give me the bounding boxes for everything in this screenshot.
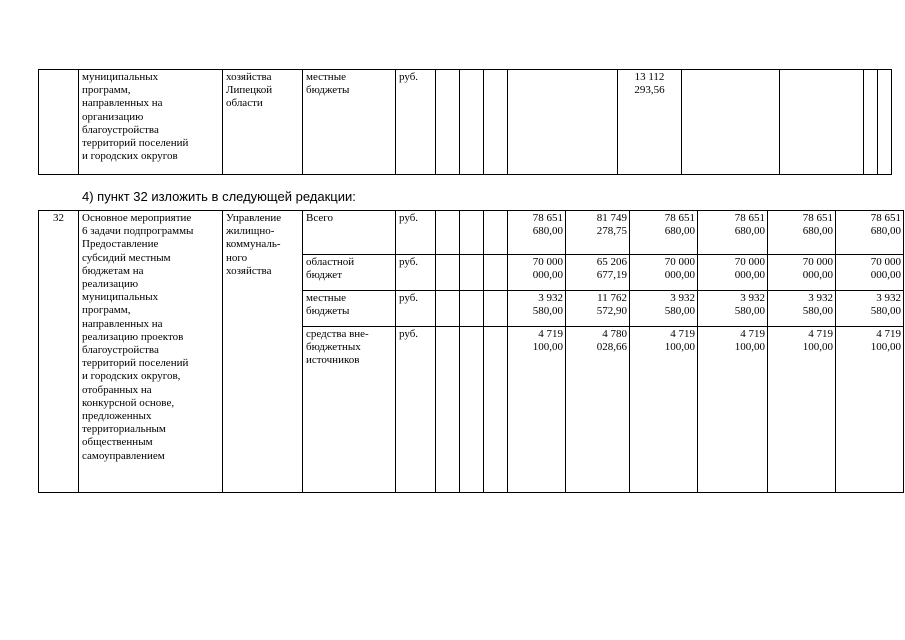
item-32-table <box>38 210 904 493</box>
empty-cell <box>460 327 484 493</box>
funding-source-cell: Всего <box>303 211 396 255</box>
value-cell: 78 651 680,00 <box>508 211 566 255</box>
empty-cell <box>878 70 892 175</box>
value-cell: 4 719 100,00 <box>768 327 836 493</box>
empty-cell <box>484 291 508 327</box>
value-cell: 3 932 580,00 <box>836 291 904 327</box>
empty-cell <box>682 70 780 175</box>
value-cell: 4 719 100,00 <box>836 327 904 493</box>
value-cell: 3 932 580,00 <box>768 291 836 327</box>
empty-cell <box>460 211 484 255</box>
empty-cell <box>864 70 878 175</box>
unit-cell: руб. <box>396 70 436 175</box>
value-cell: 70 000 000,00 <box>630 255 698 291</box>
value-cell: 11 762 572,90 <box>566 291 630 327</box>
unit-cell: руб. <box>396 211 436 255</box>
empty-cell <box>484 327 508 493</box>
empty-cell <box>508 70 618 175</box>
empty-cell <box>460 70 484 175</box>
value-cell: 3 932 580,00 <box>508 291 566 327</box>
value-cell: 70 000 000,00 <box>508 255 566 291</box>
empty-cell <box>484 211 508 255</box>
value-cell: 4 719 100,00 <box>698 327 768 493</box>
value-cell: 4 719 100,00 <box>630 327 698 493</box>
executor-cell: Управление жилищно- коммуналь- ного хозяйства <box>223 211 303 493</box>
funding-source-cell: областной бюджет <box>303 255 396 291</box>
value-cell: 70 000 000,00 <box>698 255 768 291</box>
unit-cell: руб. <box>396 291 436 327</box>
empty-cell <box>436 211 460 255</box>
table-row <box>39 70 892 175</box>
value-cell: 4 719 100,00 <box>508 327 566 493</box>
empty-cell <box>460 291 484 327</box>
item-number-cell: 32 <box>39 211 79 493</box>
continuation-table <box>38 69 892 175</box>
funding-source-cell: местные бюджеты <box>303 70 396 175</box>
value-cell: 78 651 680,00 <box>698 211 768 255</box>
empty-cell <box>436 327 460 493</box>
value-cell: 3 932 580,00 <box>630 291 698 327</box>
empty-cell <box>436 255 460 291</box>
empty-cell <box>484 255 508 291</box>
value-cell: 65 206 677,19 <box>566 255 630 291</box>
unit-cell: руб. <box>396 255 436 291</box>
activity-name-cell: муниципальных программ, направленных на организацию благоустройства территорий поселений и городских округов <box>79 70 223 175</box>
funding-source-cell: средства вне- бюджетных источников <box>303 327 396 493</box>
value-cell: 13 112 293,56 <box>618 70 682 175</box>
empty-cell <box>484 70 508 175</box>
empty-cell <box>436 70 460 175</box>
value-cell: 78 651 680,00 <box>630 211 698 255</box>
empty-cell <box>780 70 864 175</box>
activity-name-cell: Основное мероприятие 6 задачи подпрограммы Предоставление субсидий местным бюджетам на реализацию муниципальных программ, направленных на реализацию проектов благоустройства территорий поселений и городских округов, отобранных на конкурсной основе, предложенных территориальным общественным самоуправлением <box>79 211 223 493</box>
value-cell: 78 651 680,00 <box>836 211 904 255</box>
value-cell: 70 000 000,00 <box>768 255 836 291</box>
value-cell: 70 000 000,00 <box>836 255 904 291</box>
value-cell: 81 749 278,75 <box>566 211 630 255</box>
amendment-instruction: 4) пункт 32 изложить в следующей редакции: <box>82 189 356 204</box>
value-cell: 4 780 028,66 <box>566 327 630 493</box>
unit-cell: руб. <box>396 327 436 493</box>
number-cell <box>39 70 79 175</box>
value-cell: 78 651 680,00 <box>768 211 836 255</box>
value-cell: 3 932 580,00 <box>698 291 768 327</box>
table-row <box>39 211 904 255</box>
empty-cell <box>436 291 460 327</box>
executor-cell: хозяйства Липецкой области <box>223 70 303 175</box>
funding-source-cell: местные бюджеты <box>303 291 396 327</box>
empty-cell <box>460 255 484 291</box>
